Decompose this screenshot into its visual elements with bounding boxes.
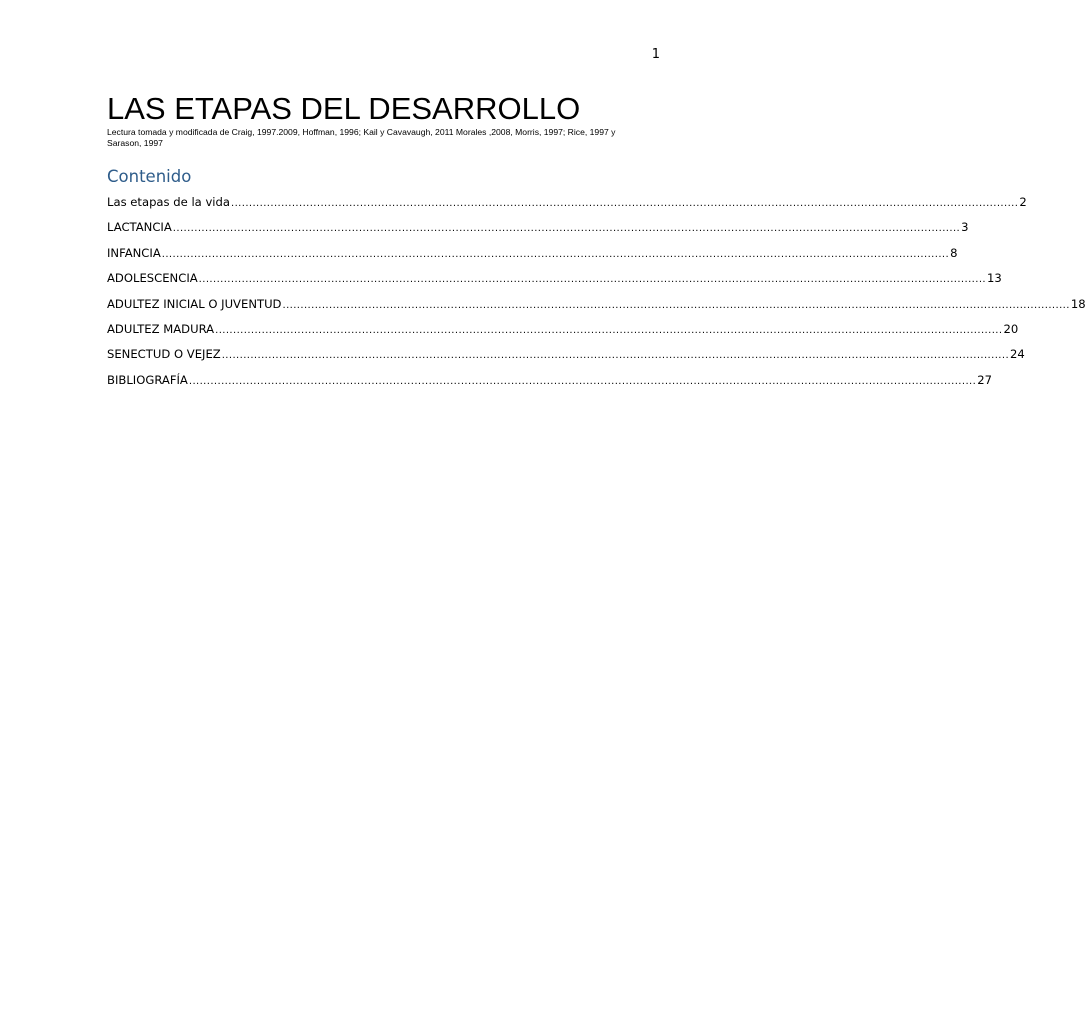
toc-entry-label: Las etapas de la vida [107,195,230,209]
toc-entry-adultez-inicial[interactable] [107,294,1086,319]
toc-dot-leader: ............................................................................................................................................................................................................................ [221,350,1010,362]
toc-entry-label: LACTANCIA [107,220,172,235]
toc-dot-leader: ............................................................................................................................................................................................................................ [188,375,977,387]
toc-entry-page: 2 [1019,195,1027,209]
toc-heading: Contenido [107,167,192,186]
toc-entry-bibliografia[interactable] [107,370,992,395]
toc-entry-label: ADOLESCENCIA [107,271,198,286]
table-of-contents [107,192,1086,395]
toc-entry-page: 3 [961,220,969,235]
document-subtitle: Lectura tomada y modificada de Craig, 1997.2009, Hoffman, 1996; Kail y Cavavaugh, 2011 Morales ,2008, Morris, 1997; Rice, 1997 y Sarason, 1997 [107,127,616,148]
toc-entry-page: 24 [1010,347,1025,362]
toc-dot-leader: ............................................................................................................................................................................................................................ [172,223,961,235]
toc-entry-page: 13 [987,271,1002,286]
toc-entry-page: 20 [1003,321,1019,336]
toc-entry-adolescencia[interactable] [107,268,1002,293]
toc-entry-label: ADULTEZ INICIAL O JUVENTUD [107,296,282,311]
toc-dot-leader: ............................................................................................................................................................................................................................ [282,299,1070,311]
document-title: LAS ETAPAS DEL DESARROLLO [107,91,581,126]
toc-entry-label: BIBLIOGRAFÍA [107,372,188,387]
toc-entry-label: ADULTEZ MADURA [107,321,215,336]
toc-entry-infancia[interactable] [107,243,958,268]
toc-dot-leader: ............................................................................................................................................................................................................................ [215,324,1003,336]
toc-entry-senectud[interactable] [107,344,1025,369]
toc-dot-leader: ............................................................................................................................................................................................................................ [161,248,950,260]
toc-entry-label: INFANCIA [107,245,161,260]
toc-dot-leader: ............................................................................................................................................................................................................................ [198,274,986,286]
toc-entry-las-etapas-de-la-vida[interactable] [107,192,1027,217]
toc-entry-page: 18 [1070,296,1086,311]
toc-entry-page: 8 [950,245,958,260]
toc-entry-adultez-madura[interactable] [107,319,1019,344]
toc-dot-leader: ............................................................................................................................................................................................................................ [231,198,1019,209]
toc-entry-page: 27 [977,372,992,387]
toc-entry-lactancia[interactable] [107,217,969,242]
toc-entry-label: SENECTUD O VEJEZ [107,347,221,362]
page-number: 1 [651,47,660,62]
